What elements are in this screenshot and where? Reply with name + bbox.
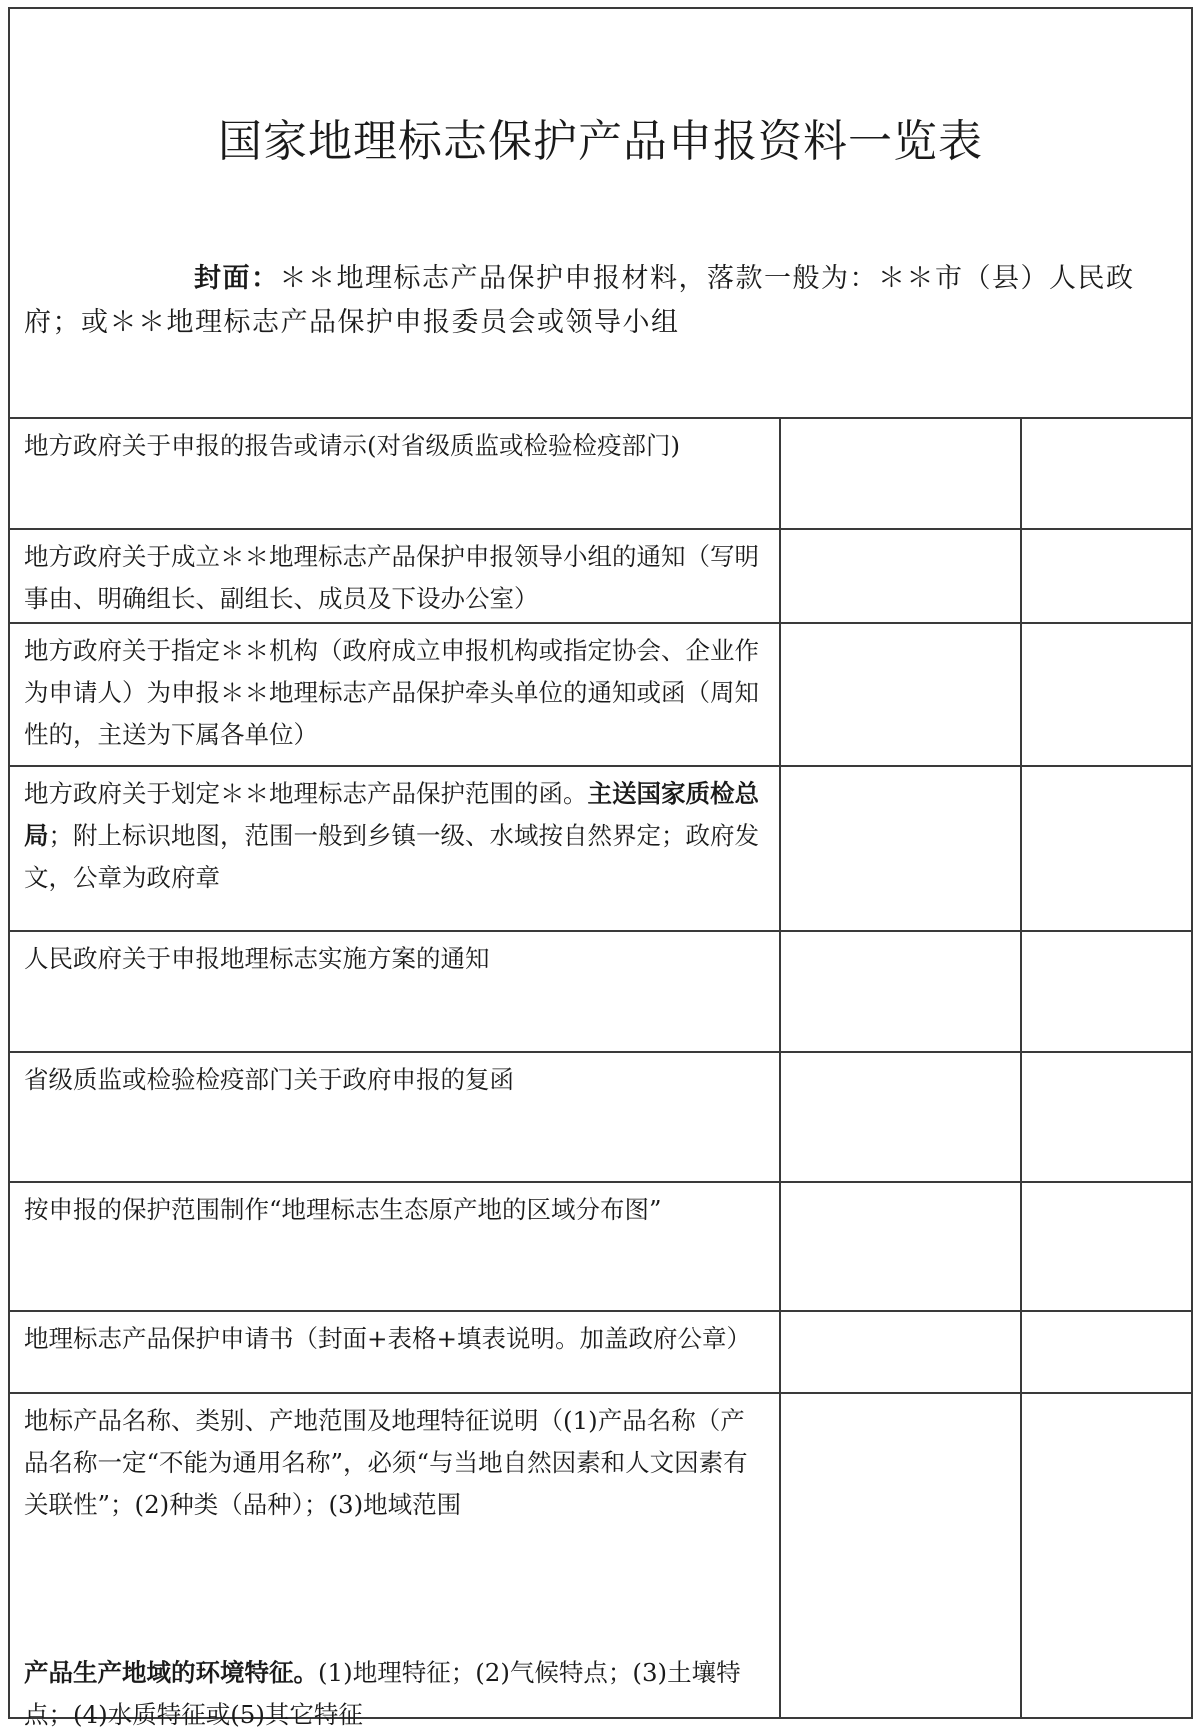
item-cell-3[interactable]: [1022, 530, 1191, 622]
table-row: [10, 1312, 1191, 1394]
item-cell-3[interactable]: [1022, 932, 1191, 1051]
table-row: [10, 419, 1191, 530]
item-emphasis: 主送国家质检总局: [24, 779, 759, 850]
item-description: [10, 1394, 781, 1729]
table-header: [10, 9, 1191, 419]
item-cell-3[interactable]: [1022, 1312, 1191, 1392]
table-row: [10, 1183, 1191, 1312]
item-description: 按申报的保护范围制作“地理标志生态原产地的区域分布图”: [10, 1183, 781, 1310]
item-cell-2[interactable]: [781, 624, 1022, 765]
item-description: 地方政府关于申报的报告或请示(对省级质监或检验检疫部门): [10, 419, 781, 528]
item-cell-2[interactable]: [781, 767, 1022, 930]
cover-text: ＊＊地理标志产品保护申报材料，落款一般为：＊＊市（县）人民政府；或＊＊地理标志产品保护申报委员会或领导小组: [24, 263, 1135, 338]
table-row: [10, 624, 1191, 767]
item-cell-2[interactable]: [781, 1312, 1022, 1392]
item-text: 地方政府关于划定＊＊地理标志产品保护范围的函。: [24, 779, 588, 808]
item-cell-2[interactable]: [781, 1183, 1022, 1310]
item-cell-2[interactable]: [781, 1394, 1022, 1717]
document-table: [8, 7, 1193, 1729]
item-cell-3[interactable]: [1022, 1183, 1191, 1310]
item-cell-3[interactable]: [1022, 419, 1191, 528]
table-row: [10, 767, 1191, 932]
item-cell-2[interactable]: [781, 932, 1022, 1051]
item-cell-3[interactable]: [1022, 624, 1191, 765]
table-row: [10, 530, 1191, 624]
item-text: ；附上标识地图，范围一般到乡镇一级、水域按自然界定；政府发文，公章为政府章: [24, 821, 759, 892]
cover-note: [24, 257, 1179, 345]
table-row: [10, 1053, 1191, 1183]
item-cell-3[interactable]: [1022, 767, 1191, 930]
item-cell-2[interactable]: [781, 1053, 1022, 1181]
item-text: (1)地理特征；(2)气候特点；(3)土壤特点；(4)水质特征或(5)其它特征: [24, 1658, 741, 1729]
item-cell-3[interactable]: [1022, 1394, 1191, 1717]
table-row: [10, 1394, 1191, 1729]
item-description: 地方政府关于指定＊＊机构（政府成立申报机构或指定协会、企业作为申请人）为申报＊＊地理标志产品保护牵头单位的通知或函（周知性的，主送为下属各单位）: [10, 624, 781, 765]
item-cell-2[interactable]: [781, 419, 1022, 528]
table-row: [10, 932, 1191, 1053]
item-cell-2[interactable]: [781, 530, 1022, 622]
item-description: 地方政府关于成立＊＊地理标志产品保护申报领导小组的通知（写明事由、明确组长、副组长、成员及下设办公室）: [10, 530, 781, 622]
cover-label: 封面：: [194, 263, 280, 294]
item-description: 人民政府关于申报地理标志实施方案的通知: [10, 932, 781, 1051]
item-description: [10, 767, 781, 930]
item-description: 地理标志产品保护申请书（封面+表格+填表说明。加盖政府公章）: [10, 1312, 781, 1392]
item-cell-3[interactable]: [1022, 1053, 1191, 1181]
item-text: 地标产品名称、类别、产地范围及地理特征说明（(1)产品名称（产品名称一定“不能为通用名称”，必须“与当地自然因素和人文因素有关联性”；(2)种类（品种）；(3)地域范围: [24, 1406, 748, 1519]
page-title: 国家地理标志保护产品申报资料一览表: [218, 116, 983, 167]
item-emphasis: 产品生产地域的环境特征。: [24, 1658, 318, 1687]
item-description: 省级质监或检验检疫部门关于政府申报的复函: [10, 1053, 781, 1181]
